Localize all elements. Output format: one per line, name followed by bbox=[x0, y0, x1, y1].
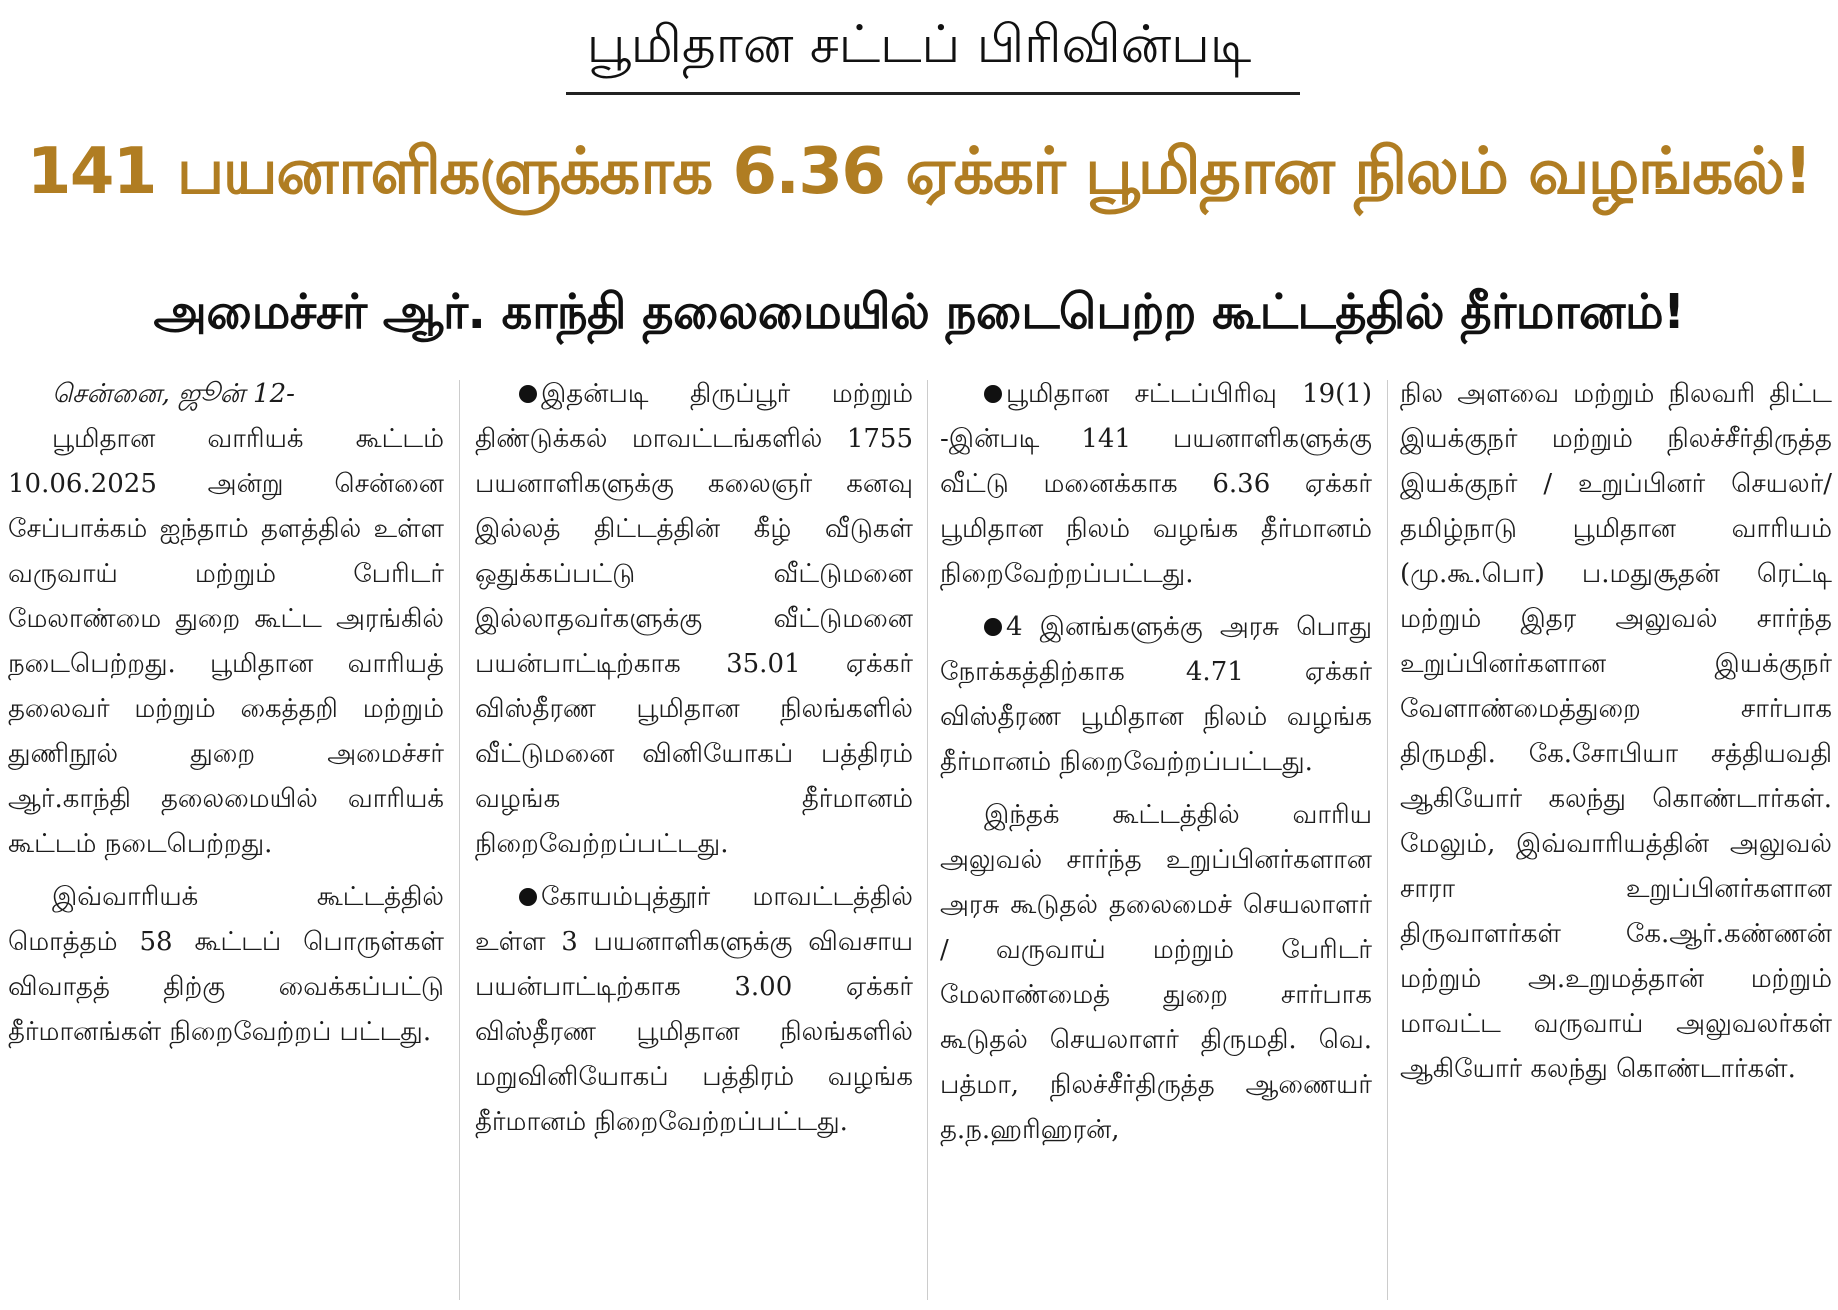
bullet-text: இதன்படி திருப்பூர் மற்றும் திண்டுக்கல் மாவட்டங்களில் 1755 பயனாளிகளுக்கு கலைஞர் கனவு இல்லத் திட்டத்தின் கீழ் வீடுகள் ஒதுக்கப்பட்டு வீட்டுமனை இல்லாதவர்களுக்கு வீட்டுமனை பயன்பாட்டிற்காக 35.01 ஏக்கர் விஸ்தீரண பூமிதான நிலங்களில் வீட்டுமனை வினியோகப் பத்திரம் வழங்க தீர்மானம் நிறைவேற்றப்பட்டது. bbox=[475, 379, 913, 859]
article-column-1 bbox=[8, 372, 444, 1307]
article-column-2 bbox=[475, 372, 913, 1307]
bullet-paragraph bbox=[940, 605, 1372, 785]
article-paragraph: நில அளவை மற்றும் நிலவரி திட்ட இயக்குநர் மற்றும் நிலச்சீர்திருத்த இயக்குநர் / உறுப்பினர் செயலர்/ தமிழ்நாடு பூமிதான வாரியம் (மு.கூ.பொ) ப.மதுசூதன் ரெட்டி மற்றும் இதர அலுவல் சார்ந்த உறுப்பினர்களான இயக்குநர் வேளாண்மைத்துறை சார்பாக திருமதி. கே.சோபியா சத்தியவதி ஆகியோர் கலந்து கொண்டார்கள். மேலும், இவ்வாரியத்தின் அலுவல் சாரா உறுப்பினர்களான திருவாளர்கள் கே.ஆர்.கண்ணன் மற்றும் அ.உறுமத்தான் மற்றும் மாவட்ட வருவாய் அலுவலர்கள் ஆகியோர் கலந்து கொண்டார்கள். bbox=[1400, 379, 1832, 1084]
column-divider bbox=[1387, 380, 1388, 1300]
kicker-underline bbox=[566, 92, 1300, 95]
bullet-text: கோயம்புத்தூர் மாவட்டத்தில் உள்ள 3 பயனாளிகளுக்கு விவசாய பயன்பாட்டிற்காக 3.00 ஏக்கர் விஸ்தீரண பூமிதான நிலங்களில் மறுவினியோகப் பத்திரம் வழங்க தீர்மானம் நிறைவேற்றப்பட்டது. bbox=[475, 882, 913, 1137]
bullet-paragraph bbox=[475, 372, 913, 867]
article-column-4 bbox=[1400, 372, 1832, 1307]
bullet-paragraph bbox=[475, 875, 913, 1145]
bullet-text: பூமிதான சட்டப்பிரிவு 19(1) -இன்படி 141 பயனாளிகளுக்கு வீட்டு மனைக்காக 6.36 ஏக்கர் பூமிதான நிலம் வழங்க தீர்மானம் நிறைவேற்றப்பட்டது. bbox=[940, 379, 1372, 589]
column-divider bbox=[927, 380, 928, 1300]
sub-headline: அமைச்சர் ஆர். காந்தி தலைமையில் நடைபெற்ற கூட்டத்தில் தீர்மானம்! bbox=[153, 284, 1685, 340]
bullet-icon bbox=[519, 888, 537, 906]
bullet-paragraph bbox=[940, 372, 1372, 597]
column-divider bbox=[459, 380, 460, 1300]
main-headline: 141 பயனாளிகளுக்காக 6.36 ஏக்கர் பூமிதான நிலம் வழங்கல்! bbox=[26, 135, 1812, 209]
bullet-text: 4 இனங்களுக்கு அரசு பொது நோக்கத்திற்காக 4.71 ஏக்கர் விஸ்தீரண பூமிதான நிலம் வழங்க தீர்மானம் நிறைவேற்றப்பட்டது. bbox=[940, 612, 1372, 777]
bullet-icon bbox=[984, 618, 1002, 636]
article-paragraph: பூமிதான வாரியக் கூட்டம் 10.06.2025 அன்று சென்னை சேப்பாக்கம் ஐந்தாம் தளத்தில் உள்ள வருவாய் மற்றும் பேரிடர் மேலாண்மை துறை கூட்ட அரங்கில் நடைபெற்றது. பூமிதான வாரியத் தலைவர் மற்றும் கைத்தறி மற்றும் துணிநூல் துறை அமைச்சர் ஆர்.காந்தி தலைமையில் வாரியக் கூட்டம் நடைபெற்றது. bbox=[8, 424, 444, 859]
bullet-icon bbox=[519, 385, 537, 403]
article-column-3 bbox=[940, 372, 1372, 1307]
article-paragraph: இவ்வாரியக் கூட்டத்தில் மொத்தம் 58 கூட்டப் பொருள்கள் விவாதத் திற்கு வைக்கப்பட்டு தீர்மானங்கள் நிறைவேற்றப் பட்டது. bbox=[8, 882, 444, 1047]
kicker-headline: பூமிதான சட்டப் பிரிவின்படி bbox=[586, 15, 1252, 75]
bullet-icon bbox=[984, 385, 1002, 403]
dateline: சென்னை, ஜூன் 12- bbox=[52, 379, 295, 409]
article-paragraph: இந்தக் கூட்டத்தில் வாரிய அலுவல் சார்ந்த உறுப்பினர்களான அரசு கூடுதல் தலைமைச் செயலாளர் / வருவாய் மற்றும் பேரிடர் மேலாண்மைத் துறை சார்பாக கூடுதல் செயலாளர் திருமதி. வெ. பத்மா, நிலச்சீர்திருத்த ஆணையர் த.ந.ஹரிஹரன், bbox=[940, 800, 1372, 1145]
